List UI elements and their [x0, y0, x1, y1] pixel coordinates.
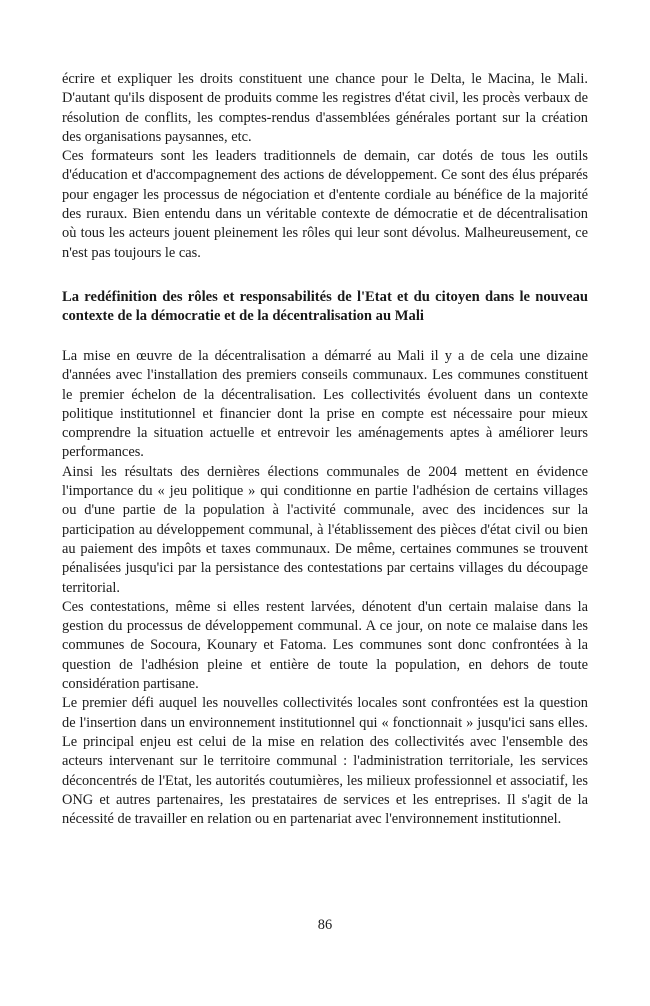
page-content — [62, 70, 588, 829]
paragraph-delta-macina: écrire et expliquer les droits constituent une chance pour le Delta, le Macina, le Mali. D'autant qu'ils disposent de produits comme les registres d'état civil, les procès verbaux de résolution de conflits, les comptes-rendus d'assemblées générales portant sur la création des organisations paysannes, etc. — [62, 71, 588, 145]
section-heading: La redéfinition des rôles et responsabilités de l'Etat et du citoyen dans le nouveau contexte de la démocratie et de la décentralisation au Mali — [62, 288, 588, 325]
paragraph-decentralisation: La mise en œuvre de la décentralisation a démarré au Mali il y a de cela une dizaine d'années avec l'installation des premiers conseils communaux. Les communes constituent le premier échelon de la décentralisation. Les collectivités évoluent dans un contexte politique institutionnel et financier dont la prise en compte est nécessaire pour mieux comprendre la situation actuelle et entrevoir les aménagements aptes à améliorer leurs performances. — [62, 347, 588, 461]
page-number: 86 — [317, 917, 333, 933]
paragraph-contestations: Ces contestations, même si elles restent larvées, dénotent d'un certain malaise dans la gestion du processus de développement communal. A ce jour, on note ce malaise dans les communes de Socoura, Kounary et Fatoma. Les communes sont donc confrontées à la question de l'adhésion pleine et entière de toute la population, en dehors de toute considération partisane. — [62, 598, 588, 693]
paragraph-formateurs: Ces formateurs sont les leaders traditionnels de demain, car dotés de tous les outils d'éducation et d'accompagnement des actions de développement. Ce sont des élus préparés pour engager les processus de négociation et d'entente cordiale au bénéfice de la majorité des ruraux. Bien entendu dans un véritable contexte de démocratie et de décentralisation où tous les acteurs jouent pleinement les rôles qui leur sont dévolus. Malheureusement, ce n'est pas toujours le cas. — [62, 148, 588, 261]
paragraph-premier-defi: Le premier défi auquel les nouvelles collectivités locales sont confrontées est la question de l'insertion dans un environnement institutionnel qui « fonctionnait » jusqu'ici sans elles. Le principal enjeu est celui de la mise en relation des collectivités avec l'ensemble des acteurs intervenant sur le territoire communal : l'administration territoriale, les services déconcentrés de l'Etat, les autorités coutumières, les milieux professionnel et associatif, les ONG et autres partenaires, les prestataires de services et les entreprises. Il s'agit de la nécessité de travailler en relation ou en partenariat avec l'environnement institutionnel. — [62, 695, 588, 828]
paragraph-elections-2004: Ainsi les résultats des dernières élections communales de 2004 mettent en évidence l'importance du « jeu politique » qui conditionne en partie l'adhésion de certains villages ou d'une partie de la population à l'activité communale, avec des incidences sur la participation au développement communal, à l'établissement des pièces d'état civil ou bien au paiement des impôts et taxes communaux. De même, certaines communes se trouvent pénalisées jusqu'ici par la persistance des contestations par certains villages du découpage territorial. — [62, 463, 588, 596]
